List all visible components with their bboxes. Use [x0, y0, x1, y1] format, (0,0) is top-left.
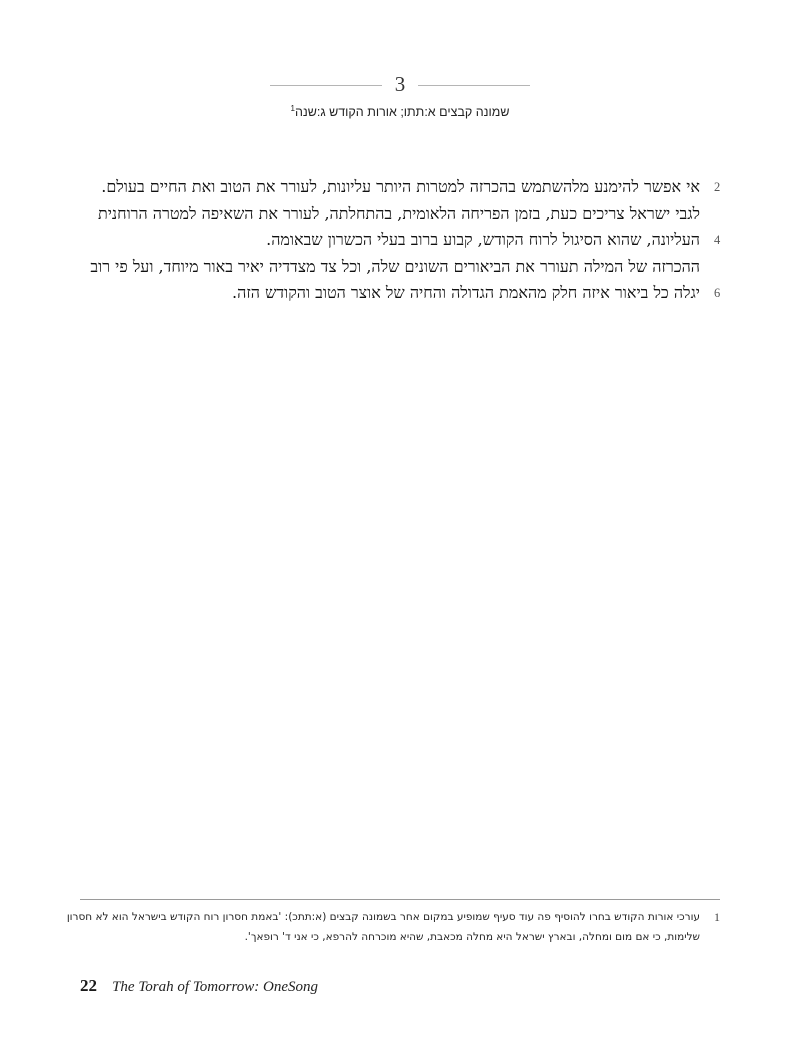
line-text: אי אפשר להימנע מלהשתמש בהכרזה למטרות היותר עליונות, לעורר את הטוב ואת החיים בעולם. — [101, 177, 700, 196]
main-text — [80, 174, 721, 307]
header-rule-left — [270, 85, 382, 86]
page-number: 22 — [80, 976, 97, 995]
page-footer — [80, 976, 318, 996]
footnote-line: שלימות, כי אם מום ומחלה, ובארץ ישראל היא מחלה מכאבת, שהיא מוכרחה להרפא, כי אני ד' רופאך'. — [244, 931, 700, 943]
text-line — [80, 227, 721, 254]
line-text: ההכרזה של המילה תעורר את הביאורים השונים שלה, וכל צד מצדדיה יאיר באור מיוחד, ועל פי רוב — [90, 256, 700, 276]
line-number: 2 — [714, 180, 721, 194]
footnote-marker: 1 — [290, 104, 295, 113]
source-text: שמונה קבצים א:תתו; אורות הקודש ג:שנה — [294, 105, 510, 120]
source-reference — [150, 104, 650, 119]
text-line — [80, 280, 721, 307]
line-text: העליונה, שהוא הסיגול לרוח הקודש, קבוע ברוב בעלי הכשרון שבאומה. — [266, 230, 700, 249]
text-line — [80, 201, 700, 228]
section-number: 3 — [394, 72, 406, 96]
footnote-line: עורכי אורות הקודש בחרו להוסיף פה עוד סעיף שמופיע במקום אחר בשמונה קבצים (א:תתכ): 'באמת חסרון רוח הקודש בישראל הוא לא חסרון — [66, 911, 700, 923]
line-text: לגבי ישראל צריכים כעת, בזמן הפריחה הלאומית, בהתחלתה, לעורר את השאיפה למטרה הרוחנית — [97, 203, 700, 223]
book-title: The Torah of Tomorrow: OneSong — [112, 979, 318, 995]
text-line — [80, 254, 700, 281]
text-line — [80, 174, 721, 201]
footnote-divider — [80, 899, 720, 900]
line-number: 4 — [714, 233, 721, 247]
line-number: 6 — [714, 286, 721, 300]
header-rule-right — [418, 85, 530, 86]
footnote — [66, 907, 720, 947]
line-text: יגלה כל ביאור איזה חלק מהאמת הגדולה והחיה של אוצר הטוב והקודש הזה. — [232, 283, 700, 302]
footnote-number: 1 — [714, 910, 720, 924]
